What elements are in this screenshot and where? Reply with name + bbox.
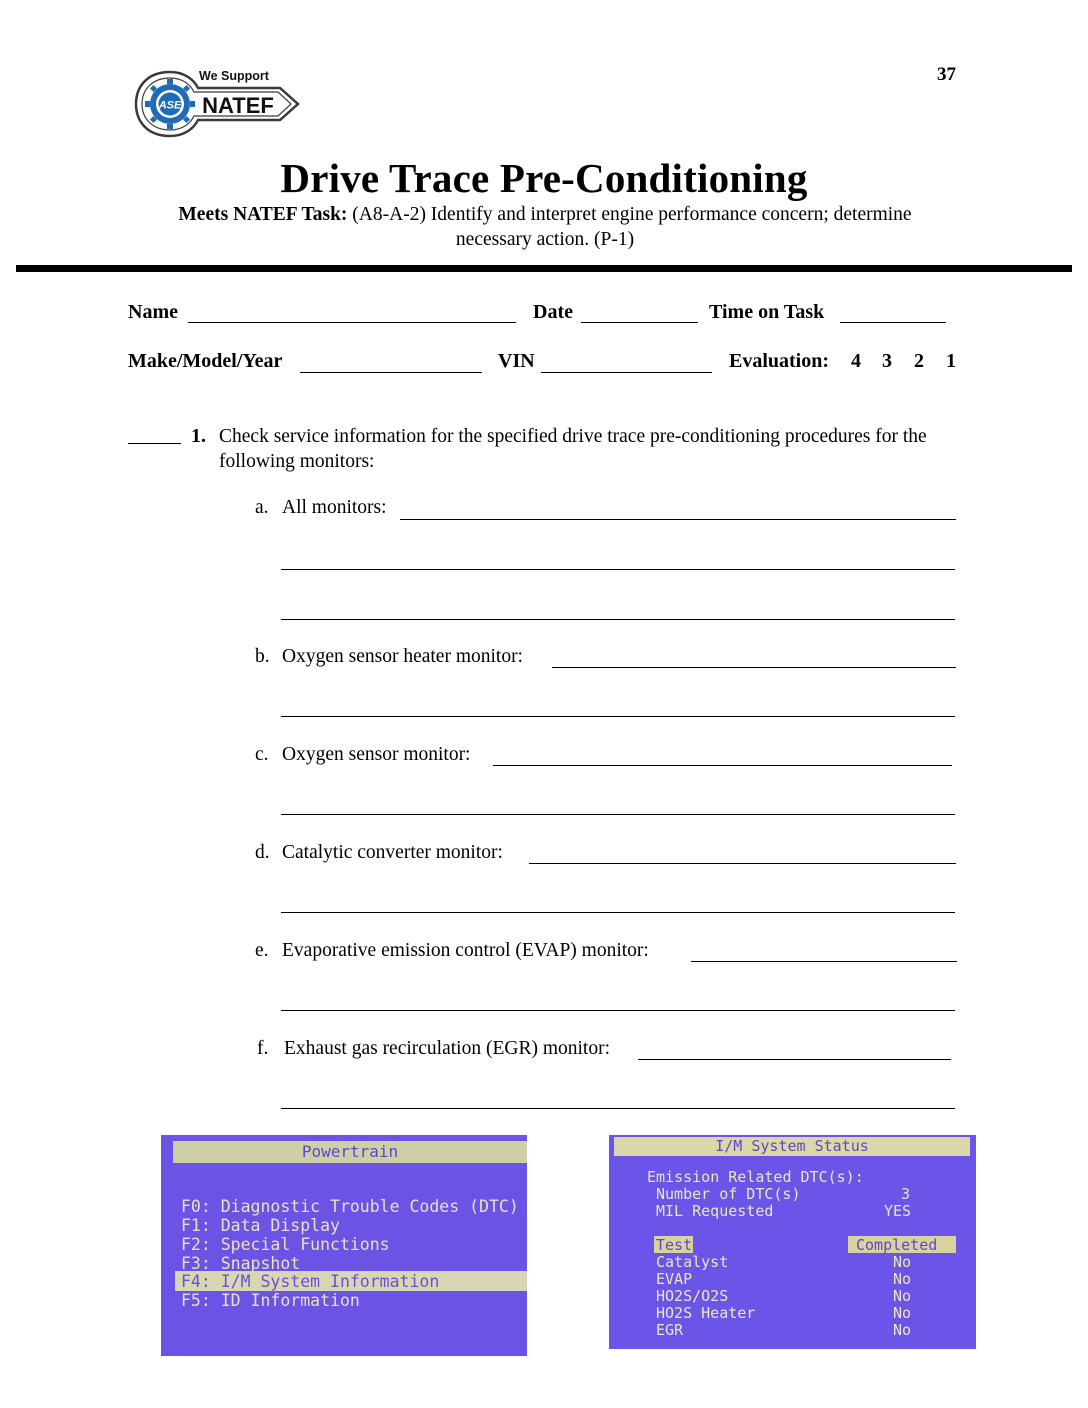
evaluation-score-3[interactable]: 3 bbox=[882, 350, 892, 372]
mil-requested-value: YES bbox=[884, 1202, 912, 1220]
task-text: (A8-A-2) Identify and interpret engine performance concern; determine necessary action. (P-1) bbox=[352, 204, 912, 250]
monitor-catalyst-value: No bbox=[893, 1253, 912, 1271]
page-title: Drive Trace Pre-Conditioning bbox=[280, 155, 808, 201]
item-b-letter: b. bbox=[255, 646, 270, 667]
date-label: Date bbox=[533, 301, 573, 323]
item-c-label: Oxygen sensor monitor: bbox=[282, 744, 471, 765]
item-a-label: All monitors: bbox=[282, 497, 387, 518]
task-label: Meets NATEF Task: bbox=[178, 204, 348, 225]
monitor-ho2s-heater-label: HO2S Heater bbox=[656, 1304, 756, 1322]
name-label: Name bbox=[128, 301, 178, 323]
question-1-number: 1. bbox=[191, 425, 206, 447]
evaluation-score-4[interactable]: 4 bbox=[851, 350, 861, 372]
item-c-letter: c. bbox=[255, 744, 269, 765]
item-d-label: Catalytic converter monitor: bbox=[282, 842, 503, 863]
menu-item-f1: F1: Data Display bbox=[181, 1216, 340, 1235]
vin-label: VIN bbox=[498, 350, 535, 372]
monitor-evap-value: No bbox=[893, 1270, 912, 1288]
item-f-answer-line-2[interactable] bbox=[281, 1108, 955, 1109]
monitor-egr-label: EGR bbox=[656, 1321, 684, 1339]
item-a-answer-line-3[interactable] bbox=[281, 619, 955, 620]
powertrain-title: Powertrain bbox=[301, 1142, 399, 1161]
monitor-ho2s-label: HO2S/O2S bbox=[656, 1287, 729, 1305]
item-f-label: Exhaust gas recirculation (EGR) monitor: bbox=[284, 1038, 610, 1059]
evaluation-score-2[interactable]: 2 bbox=[914, 350, 924, 372]
monitor-ho2s-value: No bbox=[893, 1287, 912, 1305]
item-e-label: Evaporative emission control (EVAP) monitor: bbox=[282, 940, 649, 961]
menu-item-f2: F2: Special Functions bbox=[181, 1235, 390, 1254]
time-on-task-field[interactable] bbox=[840, 322, 946, 323]
name-field[interactable] bbox=[188, 322, 516, 323]
item-c-answer-line-2[interactable] bbox=[281, 814, 955, 815]
monitor-egr-value: No bbox=[893, 1321, 912, 1339]
test-column-header: Test bbox=[656, 1236, 693, 1254]
item-f-letter: f. bbox=[257, 1038, 269, 1059]
monitor-catalyst-label: Catalyst bbox=[656, 1253, 729, 1271]
item-f-answer-line-1[interactable] bbox=[638, 1059, 951, 1060]
item-e-letter: e. bbox=[255, 940, 269, 961]
time-on-task-label: Time on Task bbox=[709, 301, 825, 323]
monitor-ho2s-heater-value: No bbox=[893, 1304, 912, 1322]
header-divider bbox=[16, 265, 1072, 272]
item-b-answer-line-2[interactable] bbox=[281, 716, 955, 717]
date-field[interactable] bbox=[581, 322, 698, 323]
evaluation-score-1[interactable]: 1 bbox=[946, 350, 956, 372]
menu-item-f0: F0: Diagnostic Trouble Codes (DTC) bbox=[181, 1197, 519, 1216]
item-a-answer-line-2[interactable] bbox=[281, 569, 955, 570]
completed-column-header: Completed bbox=[856, 1236, 938, 1254]
item-e-answer-line-1[interactable] bbox=[691, 961, 957, 962]
item-a-letter: a. bbox=[255, 497, 269, 518]
item-d-answer-line-2[interactable] bbox=[281, 912, 955, 913]
make-model-year-label: Make/Model/Year bbox=[128, 350, 283, 372]
item-d-answer-line-1[interactable] bbox=[529, 863, 956, 864]
powertrain-menu-photo bbox=[161, 1135, 527, 1356]
question-1-check-field[interactable] bbox=[128, 443, 181, 444]
item-e-answer-line-2[interactable] bbox=[281, 1010, 955, 1011]
item-c-answer-line-1[interactable] bbox=[493, 765, 952, 766]
mil-requested-label: MIL Requested bbox=[656, 1202, 774, 1220]
menu-item-f4: F4: I/M System Information bbox=[181, 1272, 440, 1291]
im-status-title: I/M System Status bbox=[715, 1137, 869, 1155]
evaluation-label: Evaluation: bbox=[729, 350, 830, 372]
page-number: 37 bbox=[937, 64, 956, 85]
dtc-count-value: 3 bbox=[901, 1185, 911, 1203]
monitor-evap-label: EVAP bbox=[656, 1270, 693, 1288]
item-b-answer-line-1[interactable] bbox=[552, 667, 956, 668]
menu-item-f5: F5: ID Information bbox=[181, 1291, 360, 1310]
im-system-status-photo bbox=[609, 1135, 976, 1349]
question-1-text: Check service information for the specified drive trace pre-conditioning procedures for the following monitors: bbox=[219, 426, 927, 472]
dtc-count-label: Number of DTC(s) bbox=[656, 1185, 801, 1203]
im-status-title-bar bbox=[614, 1137, 970, 1156]
make-model-year-field[interactable] bbox=[300, 372, 482, 373]
powertrain-title-bar bbox=[173, 1141, 527, 1163]
menu-item-f3: F3: Snapshot bbox=[181, 1254, 301, 1273]
logo-main-text: NATEF bbox=[202, 93, 274, 118]
logo-badge-text: ASE bbox=[158, 99, 182, 112]
natef-logo bbox=[130, 58, 305, 150]
emission-dtc-heading: Emission Related DTC(s): bbox=[647, 1168, 864, 1186]
item-a-answer-line-1[interactable] bbox=[400, 519, 956, 520]
logo-top-text: We Support bbox=[199, 69, 269, 83]
item-b-label: Oxygen sensor heater monitor: bbox=[282, 646, 523, 667]
task-description bbox=[140, 202, 950, 252]
vin-field[interactable] bbox=[541, 372, 712, 373]
item-d-letter: d. bbox=[255, 842, 270, 863]
